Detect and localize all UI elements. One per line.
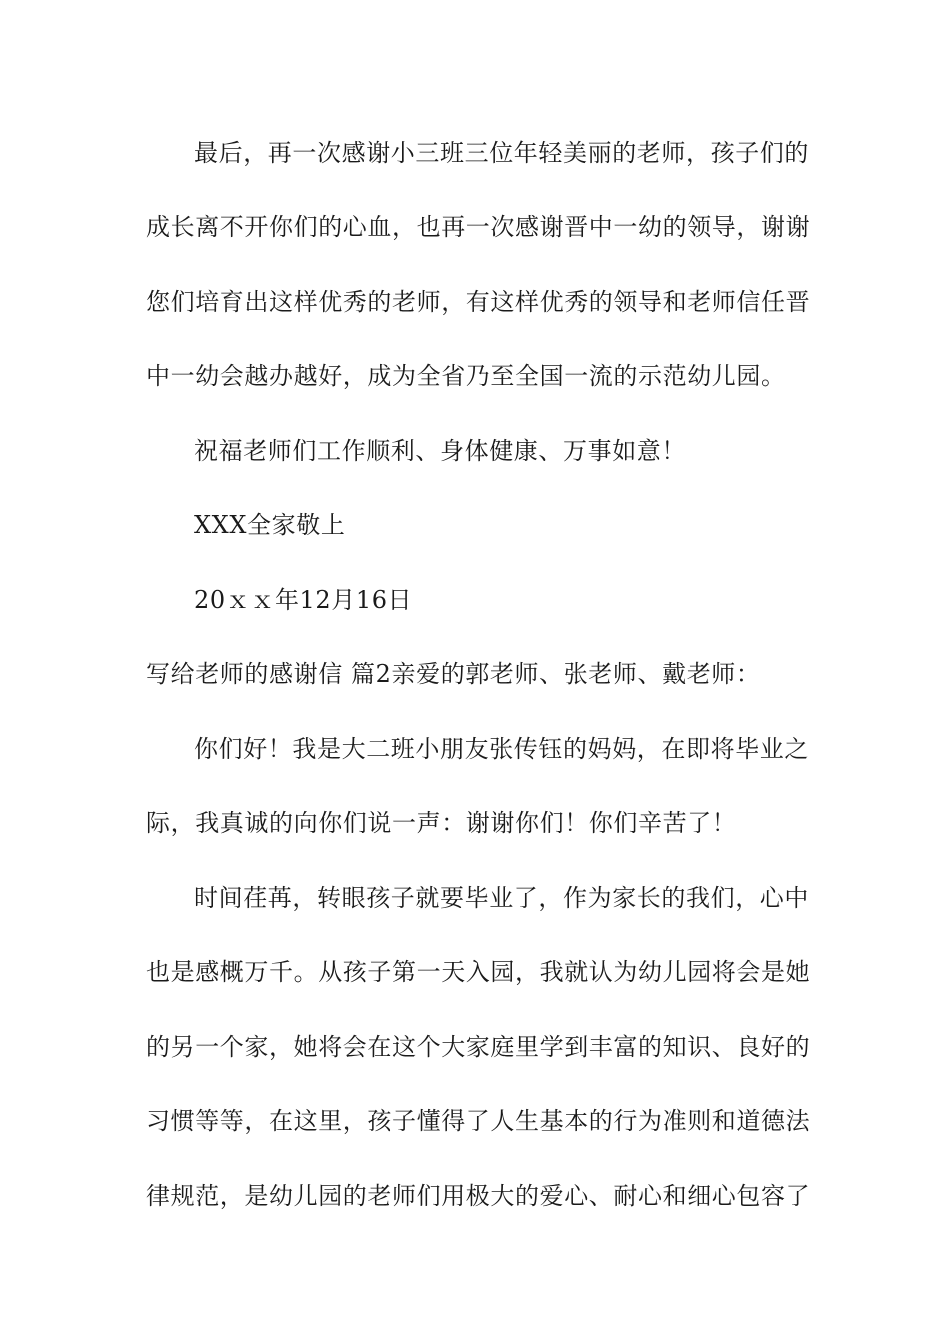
section-heading-line: 写给老师的感谢信 篇2亲爱的郭老师、张老师、戴老师： [146,660,761,688]
paragraph-line: 您们培育出这样优秀的老师，有这样优秀的领导和老师信任晋 [146,288,811,316]
paragraph-line: 际，我真诚的向你们说一声：谢谢你们！你们辛苦了！ [146,809,737,837]
paragraph-line: 你们好！我是大二班小朋友张传钰的妈妈，在即将毕业之 [194,735,809,763]
signature-line: XXX全家敬上 [194,511,346,539]
paragraph-line: 也是感概万千。从孩子第一天入园，我就认为幼儿园将会是她 [146,958,811,986]
paragraph-line: 的另一个家，她将会在这个大家庭里学到丰富的知识、良好的 [146,1033,811,1061]
paragraph-line: 中一幼会越办越好，成为全省乃至全国一流的示范幼儿园。 [146,362,786,390]
paragraph-line: 祝福老师们工作顺利、身体健康、万事如意！ [194,437,686,465]
paragraph-line: 律规范，是幼儿园的老师们用极大的爱心、耐心和细心包容了 [146,1182,811,1210]
paragraph-line: 最后，再一次感谢小三班三位年轻美丽的老师，孩子们的 [194,139,809,167]
date-line: 20ｘｘ年12月16日 [194,586,413,614]
paragraph-line: 成长离不开你们的心血，也再一次感谢晋中一幼的领导，谢谢 [146,213,811,241]
paragraph-line: 习惯等等，在这里，孩子懂得了人生基本的行为准则和道德法 [146,1107,811,1135]
paragraph-line: 时间荏苒，转眼孩子就要毕业了，作为家长的我们，心中 [194,884,809,912]
